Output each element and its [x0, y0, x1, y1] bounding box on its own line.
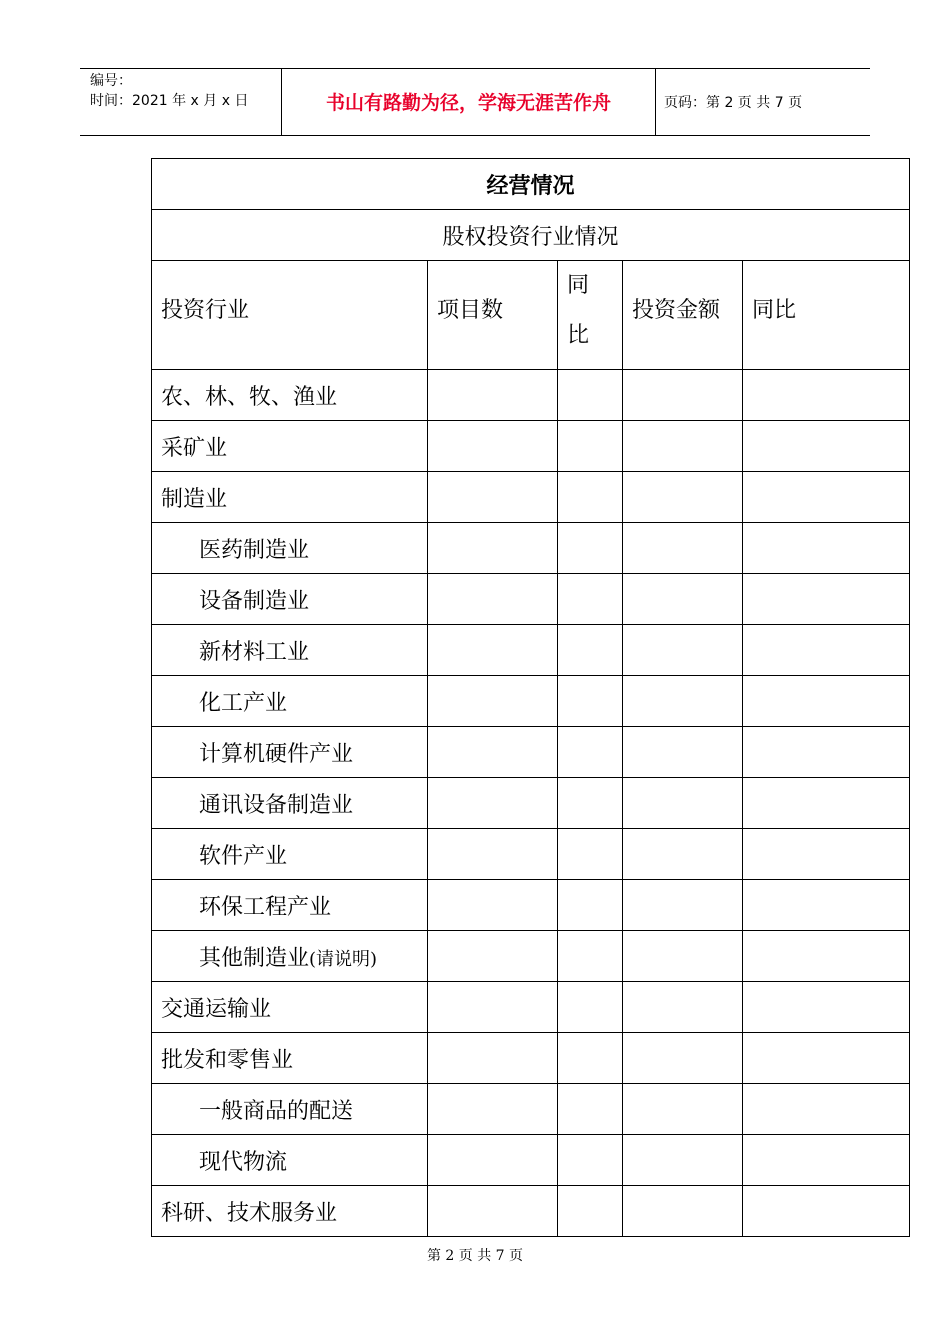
project-count-cell[interactable] — [428, 472, 558, 523]
amount-cell[interactable] — [623, 1186, 743, 1237]
yoy-cell[interactable] — [558, 472, 623, 523]
header-meta — [90, 71, 248, 111]
industry-name: 通讯设备制造业 — [199, 792, 354, 818]
table-row — [152, 1186, 910, 1237]
column-header-yoy: 同 比 — [558, 261, 623, 370]
project-count-cell[interactable] — [428, 931, 558, 982]
yoy-cell[interactable] — [558, 370, 623, 421]
yoy-amount-cell[interactable] — [743, 727, 910, 778]
yoy-amount-cell[interactable] — [743, 625, 910, 676]
column-header-row — [152, 261, 910, 370]
industry-name-cell — [152, 625, 428, 676]
industry-name: 制造业 — [161, 486, 228, 512]
yoy-cell[interactable] — [558, 931, 623, 982]
industry-name: 环保工程产业 — [199, 894, 332, 920]
industry-name: 新材料工业 — [199, 639, 310, 665]
amount-cell[interactable] — [623, 727, 743, 778]
industry-name: 其他制造业 — [199, 945, 310, 971]
table-row — [152, 676, 910, 727]
column-header-yoy-amount: 同比 — [743, 261, 910, 370]
yoy-amount-cell[interactable] — [743, 1084, 910, 1135]
yoy-amount-cell[interactable] — [743, 982, 910, 1033]
industry-name-cell — [152, 880, 428, 931]
header-bottom-rule — [80, 135, 870, 136]
document-time-label: 时间：2021 年 x 月 x 日 — [90, 93, 249, 109]
project-count-cell[interactable] — [428, 1186, 558, 1237]
business-table — [151, 158, 910, 1237]
amount-cell[interactable] — [623, 523, 743, 574]
header-page-info: 页码：第 2 页 共 7 页 — [664, 95, 803, 111]
yoy-amount-cell[interactable] — [743, 523, 910, 574]
amount-cell[interactable] — [623, 574, 743, 625]
industry-name-cell — [152, 778, 428, 829]
yoy-cell[interactable] — [558, 1033, 623, 1084]
industry-name: 计算机硬件产业 — [199, 741, 354, 767]
yoy-cell[interactable] — [558, 523, 623, 574]
project-count-cell[interactable] — [428, 829, 558, 880]
industry-name: 现代物流 — [199, 1149, 288, 1175]
project-count-cell[interactable] — [428, 1135, 558, 1186]
project-count-cell[interactable] — [428, 523, 558, 574]
yoy-cell[interactable] — [558, 982, 623, 1033]
amount-cell[interactable] — [623, 1033, 743, 1084]
table-row — [152, 472, 910, 523]
table-subtitle: 股权投资行业情况 — [152, 210, 910, 261]
industry-name-cell — [152, 931, 428, 982]
industry-name: 交通运输业 — [161, 996, 272, 1022]
project-count-cell[interactable] — [428, 727, 558, 778]
column-header-project-count: 项目数 — [428, 261, 558, 370]
table-row — [152, 1084, 910, 1135]
yoy-cell[interactable] — [558, 778, 623, 829]
industry-name-cell — [152, 1033, 428, 1084]
industry-name: 农、林、牧、渔业 — [161, 384, 338, 410]
table-row — [152, 931, 910, 982]
industry-note: (请说明) — [309, 948, 378, 970]
industry-name: 一般商品的配送 — [199, 1098, 354, 1124]
amount-cell[interactable] — [623, 472, 743, 523]
industry-name-cell — [152, 982, 428, 1033]
project-count-cell[interactable] — [428, 778, 558, 829]
table-row — [152, 625, 910, 676]
yoy-cell[interactable] — [558, 1186, 623, 1237]
table-row — [152, 1135, 910, 1186]
industry-name-cell — [152, 727, 428, 778]
yoy-amount-cell[interactable] — [743, 1186, 910, 1237]
project-count-cell[interactable] — [428, 421, 558, 472]
header-divider-right — [655, 68, 656, 136]
yoy-cell[interactable] — [558, 1084, 623, 1135]
project-count-cell[interactable] — [428, 1033, 558, 1084]
amount-cell[interactable] — [623, 982, 743, 1033]
amount-cell[interactable] — [623, 931, 743, 982]
yoy-amount-cell[interactable] — [743, 421, 910, 472]
yoy-amount-cell[interactable] — [743, 880, 910, 931]
amount-cell[interactable] — [623, 829, 743, 880]
amount-cell[interactable] — [623, 778, 743, 829]
table-row — [152, 829, 910, 880]
amount-cell[interactable] — [623, 421, 743, 472]
industry-name-cell — [152, 676, 428, 727]
industry-name-cell — [152, 1135, 428, 1186]
project-count-cell[interactable] — [428, 880, 558, 931]
table-row — [152, 727, 910, 778]
amount-cell[interactable] — [623, 1135, 743, 1186]
industry-name-cell — [152, 1084, 428, 1135]
industry-name-cell — [152, 421, 428, 472]
yoy-cell[interactable] — [558, 1135, 623, 1186]
table-row — [152, 880, 910, 931]
table-row — [152, 778, 910, 829]
industry-name: 化工产业 — [199, 690, 288, 716]
industry-name: 设备制造业 — [199, 588, 310, 614]
page-footer: 第 2 页 共 7 页 — [426, 1248, 524, 1264]
yoy-amount-cell[interactable] — [743, 931, 910, 982]
yoy-cell[interactable] — [558, 880, 623, 931]
amount-cell[interactable] — [623, 625, 743, 676]
document-number-label: 编号： — [90, 73, 132, 89]
industry-name: 批发和零售业 — [161, 1047, 294, 1073]
project-count-cell[interactable] — [428, 1084, 558, 1135]
industry-name: 医药制造业 — [199, 537, 310, 563]
project-count-cell[interactable] — [428, 982, 558, 1033]
yoy-amount-cell[interactable] — [743, 829, 910, 880]
yoy-cell[interactable] — [558, 574, 623, 625]
yoy-cell[interactable] — [558, 676, 623, 727]
amount-cell[interactable] — [623, 676, 743, 727]
industry-name-cell — [152, 1186, 428, 1237]
project-count-cell[interactable] — [428, 625, 558, 676]
industry-name: 软件产业 — [199, 843, 288, 869]
industry-name-cell — [152, 472, 428, 523]
project-count-cell[interactable] — [428, 676, 558, 727]
table-row — [152, 370, 910, 421]
yoy-amount-cell[interactable] — [743, 370, 910, 421]
amount-cell[interactable] — [623, 880, 743, 931]
column-header-amount: 投资金额 — [623, 261, 743, 370]
amount-cell[interactable] — [623, 370, 743, 421]
industry-name-cell — [152, 574, 428, 625]
column-header-industry: 投资行业 — [152, 261, 428, 370]
header-top-rule — [80, 68, 870, 69]
table-title: 经营情况 — [152, 159, 910, 210]
table-row — [152, 421, 910, 472]
yoy-cell[interactable] — [558, 829, 623, 880]
table-row — [152, 1033, 910, 1084]
header-motto: 书山有路勤为径，学海无涯苦作舟 — [325, 92, 611, 114]
industry-name: 科研、技术服务业 — [161, 1200, 338, 1226]
yoy-amount-cell[interactable] — [743, 574, 910, 625]
amount-cell[interactable] — [623, 1084, 743, 1135]
project-count-cell[interactable] — [428, 370, 558, 421]
industry-name: 采矿业 — [161, 435, 228, 461]
yoy-cell[interactable] — [558, 625, 623, 676]
yoy-amount-cell[interactable] — [743, 676, 910, 727]
industry-name-cell — [152, 370, 428, 421]
table-row — [152, 982, 910, 1033]
table-row — [152, 523, 910, 574]
project-count-cell[interactable] — [428, 574, 558, 625]
industry-name-cell — [152, 523, 428, 574]
yoy-cell[interactable] — [558, 421, 623, 472]
yoy-amount-cell[interactable] — [743, 1033, 910, 1084]
yoy-amount-cell[interactable] — [743, 778, 910, 829]
yoy-cell[interactable] — [558, 727, 623, 778]
industry-name-cell — [152, 829, 428, 880]
table-row — [152, 574, 910, 625]
yoy-amount-cell[interactable] — [743, 472, 910, 523]
yoy-amount-cell[interactable] — [743, 1135, 910, 1186]
